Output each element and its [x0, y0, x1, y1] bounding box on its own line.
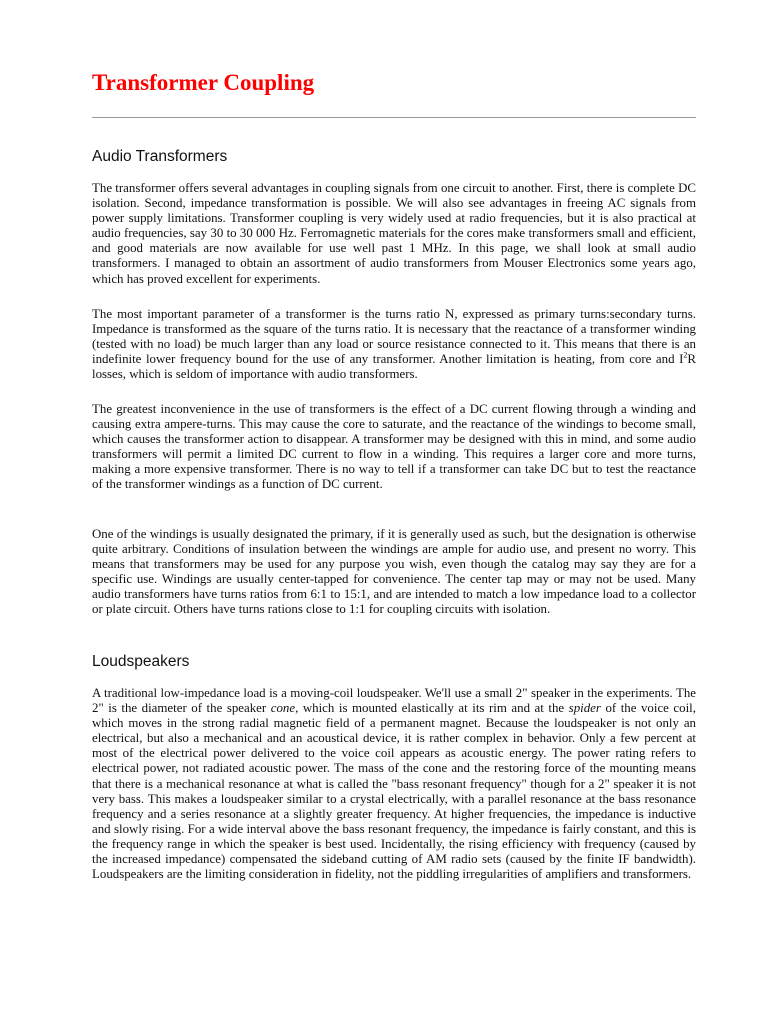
paragraph-loudspeakers-1-text-a: A traditional low-impedance load is a moving-coil loudspeaker. We'll use a small 2" speaker in the experiments. The 2" is the diameter of the speaker — [92, 686, 696, 716]
paragraph-audio-1: The transformer offers several advantages in coupling signals from one circuit to another. First, there is complete DC isolation. Second, impedance transformation is possible. We will also see advantages in freeing AC signals from power supply limitations. Transformer coupling is very widely used at radio frequencies, but it is also practical at audio frequencies, say 30 to 30 000 Hz. Ferromagnetic materials for the cores make transformers small and efficient, and good materials are now available for use well past 1 MHz. In this page, we shall look at small audio transformers. I managed to obtain an assortment of audio transformers from Mouser Electronics some years ago, which has proved excellent for experiments. — [92, 181, 696, 286]
term-cone: cone — [270, 701, 296, 716]
paragraph-audio-4: One of the windings is usually designated the primary, if it is generally used as such, but the designation is otherwise quite arbitrary. Conditions of insulation between the windings are ample for audio use, and present no worry. This means that transformers may be used for any purpose you wish, even though the catalog may say they are for a specific use. Windings are usually center-tapped for convenience. The center tap may or may not be used. Many audio transformers have turns ratios from 6:1 to 15:1, and are intended to match a low impedance load to a collector or plate circuit. Others have turns rations close to 1:1 for coupling circuits with isolation. — [92, 527, 696, 617]
term-spider: spider — [568, 701, 601, 716]
section-heading-loudspeakers: Loudspeakers — [92, 653, 190, 670]
section-heading-audio-transformers: Audio Transformers — [92, 148, 228, 165]
paragraph-audio-3: The greatest inconvenience in the use of transformers is the effect of a DC current flowing through a winding and causing extra ampere-turns. This may cause the core to saturate, and the reactance of the windings to become small, which causes the transformer action to disappear. A transformer may be designed with this in mind, and some audio transformers will permit a limited DC current to flow in a winding. This requires a larger core and more turns, making a more expensive transformer. There is no way to tell if a transformer can take DC but to test the reactance of the transformer windings as a function of DC current. — [92, 402, 696, 492]
page-title: Transformer Coupling — [92, 70, 315, 95]
paragraph-loudspeakers-1-text-c: of the voice coil, which moves in the strong radial magnetic field of a permanent magnet. Because the loudspeaker is not only an electrical, but also a mechanical and an acoustical device, it is rather complex in behavior. Only a few percent at most of the electrical power delivered to the voice coil appears as acoustic energy. The power rating refers to electrical power, not radiated acoustic power. The mass of the cone and the restoring force of the mounting means that there is a mechanical resonance at what is called the "bass resonant frequency" though for a 2" speaker it is not very bass. This makes a loudspeaker similar to a crystal electrically, with a parallel resonance at the bass resonance frequency and a series resonance at a slightly greater frequency. At higher frequencies, the impedance is inductive and slowly rising. For a wide interval above the bass resonant frequency, the impedance is fairly constant, and this is the frequency range in which the speaker is best used. Incidentally, the rising efficiency with frequency (caused by the increased impedance) compensated the sideband cutting of AM radio sets (caused by the finite IF bandwidth). Loudspeakers are the limiting consideration in fidelity, not the piddling irregularities of amplifiers and transformers. — [92, 701, 696, 882]
paragraph-audio-2-text-b: R losses, which is seldom of importance with audio transformers. — [92, 352, 696, 382]
paragraph-audio-2-text-a: The most important parameter of a transformer is the turns ratio N, expressed as primary turns:secondary turns. Impedance is transformed as the square of the turns ratio. It is necessary that the reactance of a transformer winding (tested with no load) be much larger than any load or source resistance connected to it. This means that there is an indefinite lower frequency bound for the use of any transformer. Another limitation is heating, from core and I — [92, 307, 696, 367]
paragraph-loudspeakers-1-text-b: , which is mounted elastically at its rim and at the — [295, 701, 569, 716]
paragraph-loudspeakers-1 — [92, 686, 696, 882]
superscript-two: 2 — [683, 350, 688, 360]
title-divider — [92, 117, 696, 118]
paragraph-audio-2 — [92, 307, 696, 382]
